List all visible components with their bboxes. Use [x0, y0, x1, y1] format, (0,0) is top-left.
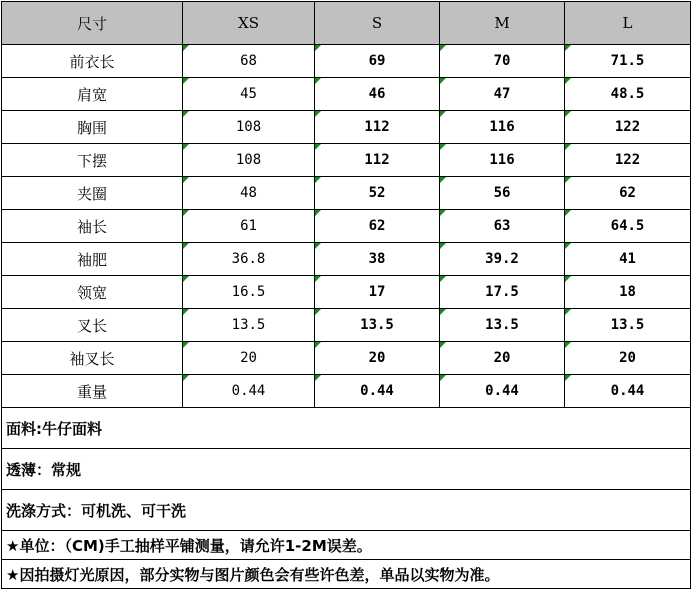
cell-xs: 36.8 [183, 243, 315, 276]
table-row [2, 78, 691, 111]
table-row [2, 243, 691, 276]
unit-row [2, 531, 691, 560]
cell-s: 52 [315, 177, 440, 210]
row-label: 肩宽 [2, 78, 183, 111]
row-label: 下摆 [2, 144, 183, 177]
header-m: M [440, 2, 565, 45]
cell-l: 20 [565, 342, 691, 375]
table-row [2, 144, 691, 177]
table-row [2, 177, 691, 210]
table-row [2, 45, 691, 78]
cell-l: 18 [565, 276, 691, 309]
thickness-row [2, 449, 691, 490]
unit-note: ★单位：（CM)手工抽样平铺测量，请允许1-2M误差。 [2, 531, 691, 560]
size-table [1, 1, 691, 589]
cell-l: 41 [565, 243, 691, 276]
cell-l: 71.5 [565, 45, 691, 78]
cell-m: 20 [440, 342, 565, 375]
disclaimer-note: ★因拍摄灯光原因，部分实物与图片颜色会有些许色差，单品以实物为准。 [2, 560, 691, 589]
cell-xs: 45 [183, 78, 315, 111]
cell-m: 39.2 [440, 243, 565, 276]
cell-s: 62 [315, 210, 440, 243]
cell-xs: 61 [183, 210, 315, 243]
cell-xs: 16.5 [183, 276, 315, 309]
thickness-note: 透薄：常规 [2, 449, 691, 490]
fabric-row [2, 408, 691, 449]
header-l: L [565, 2, 691, 45]
cell-m: 56 [440, 177, 565, 210]
table-row [2, 309, 691, 342]
cell-l: 122 [565, 144, 691, 177]
table-row [2, 342, 691, 375]
header-s: S [315, 2, 440, 45]
disclaimer-row [2, 560, 691, 589]
cell-xs: 108 [183, 144, 315, 177]
cell-l: 62 [565, 177, 691, 210]
cell-l: 48.5 [565, 78, 691, 111]
cell-xs: 13.5 [183, 309, 315, 342]
cell-m: 13.5 [440, 309, 565, 342]
cell-xs: 0.44 [183, 375, 315, 408]
cell-s: 112 [315, 144, 440, 177]
table-row [2, 276, 691, 309]
cell-s: 0.44 [315, 375, 440, 408]
cell-xs: 20 [183, 342, 315, 375]
cell-xs: 68 [183, 45, 315, 78]
row-label: 叉长 [2, 309, 183, 342]
table-row [2, 210, 691, 243]
cell-l: 0.44 [565, 375, 691, 408]
cell-s: 20 [315, 342, 440, 375]
table-row [2, 111, 691, 144]
cell-s: 69 [315, 45, 440, 78]
row-label: 夹圈 [2, 177, 183, 210]
cell-m: 17.5 [440, 276, 565, 309]
cell-s: 17 [315, 276, 440, 309]
header-row [2, 2, 691, 45]
row-label: 前衣长 [2, 45, 183, 78]
row-label: 袖长 [2, 210, 183, 243]
cell-s: 46 [315, 78, 440, 111]
row-label: 胸围 [2, 111, 183, 144]
row-label: 袖叉长 [2, 342, 183, 375]
cell-m: 70 [440, 45, 565, 78]
cell-s: 112 [315, 111, 440, 144]
cell-l: 13.5 [565, 309, 691, 342]
row-label: 袖肥 [2, 243, 183, 276]
header-xs: XS [183, 2, 315, 45]
cell-l: 122 [565, 111, 691, 144]
row-label: 领宽 [2, 276, 183, 309]
washing-note: 洗涤方式：可机洗、可干洗 [2, 490, 691, 531]
cell-s: 38 [315, 243, 440, 276]
washing-row [2, 490, 691, 531]
fabric-note: 面料:牛仔面料 [2, 408, 691, 449]
cell-xs: 48 [183, 177, 315, 210]
cell-m: 116 [440, 111, 565, 144]
row-label: 重量 [2, 375, 183, 408]
header-size: 尺寸 [2, 2, 183, 45]
cell-m: 47 [440, 78, 565, 111]
cell-l: 64.5 [565, 210, 691, 243]
cell-m: 0.44 [440, 375, 565, 408]
table-row [2, 375, 691, 408]
cell-m: 116 [440, 144, 565, 177]
cell-s: 13.5 [315, 309, 440, 342]
cell-xs: 108 [183, 111, 315, 144]
cell-m: 63 [440, 210, 565, 243]
